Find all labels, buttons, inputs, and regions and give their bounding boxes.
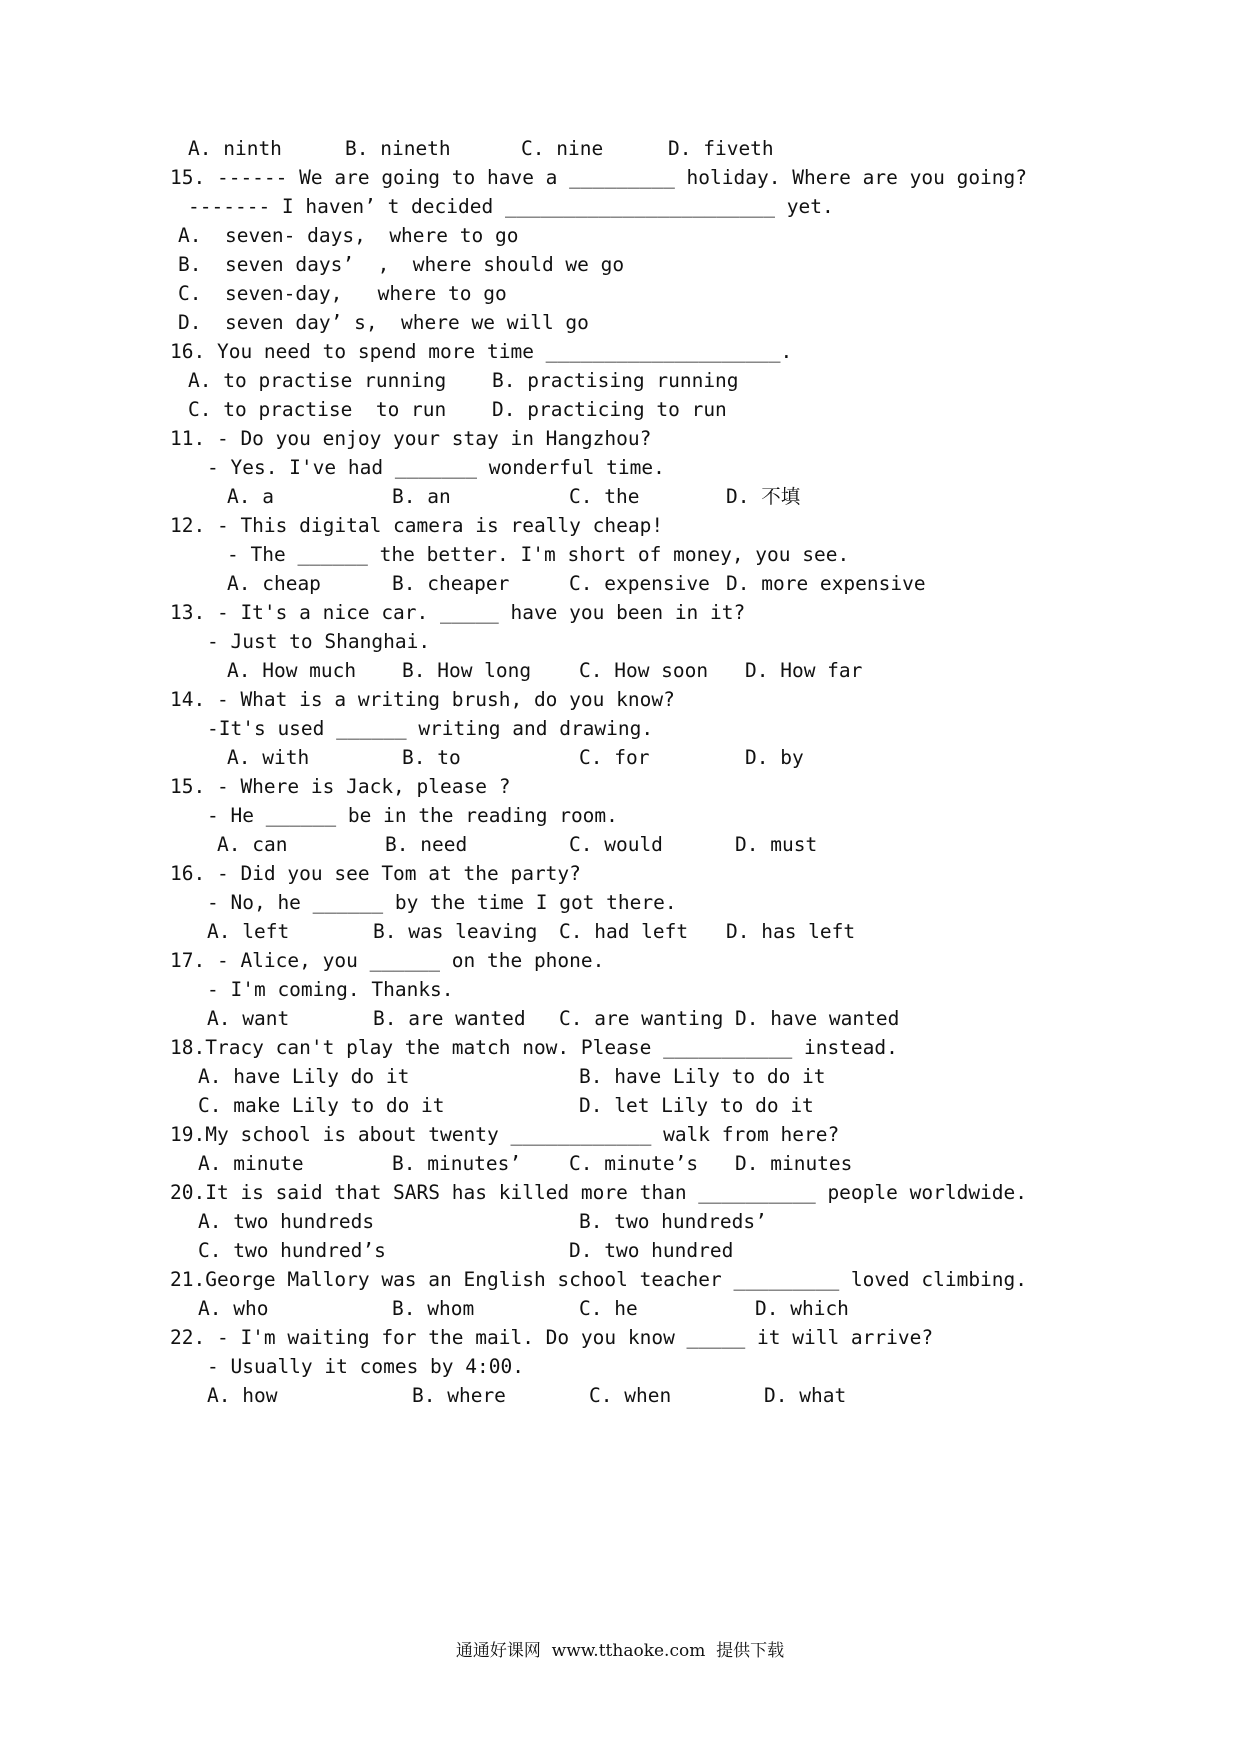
answer-option: C. make Lily to do it (198, 1094, 445, 1117)
answer-option: B. are wanted (373, 1007, 526, 1030)
answer-option: C. How soon (579, 659, 709, 682)
answer-option: B. minutes’ (392, 1152, 522, 1175)
answer-option: A. how (207, 1384, 278, 1407)
answer-option: D. more expensive (726, 572, 926, 595)
answer-option: B. have Lily to do it (579, 1065, 826, 1088)
answer-option: D. have wanted (735, 1007, 900, 1030)
answer-option: A. cheap (227, 572, 321, 595)
question-text: - No, he ______ by the time I got there. (207, 891, 677, 914)
question-text: 22. - I'm waiting for the mail. Do you know _____ it will arrive? (170, 1326, 934, 1349)
answer-option: B. cheaper (392, 572, 510, 595)
answer-option: A. minute (198, 1152, 304, 1175)
answer-option: C. nine (521, 137, 604, 160)
answer-option: D. let Lily to do it (579, 1094, 814, 1117)
question-text: 17. - Alice, you ______ on the phone. (170, 949, 605, 972)
question-text: C. seven-day, where to go (178, 282, 507, 305)
question-text: - Just to Shanghai. (207, 630, 431, 653)
answer-option: B. two hundreds’ (579, 1210, 767, 1233)
question-text: -It's used ______ writing and drawing. (207, 717, 654, 740)
answer-option: C. he (579, 1297, 638, 1320)
answer-option: C. had left (559, 920, 689, 943)
answer-option: B. whom (392, 1297, 475, 1320)
answer-option: A. left (207, 920, 290, 943)
question-text: - Yes. I've had _______ wonderful time. (207, 456, 665, 479)
answer-option: B. need (385, 833, 468, 856)
question-text: B. seven days’ , where should we go (178, 253, 625, 276)
answer-option: B. practising running (492, 369, 739, 392)
question-text: - The ______ the better. I'm short of money, you see. (227, 543, 850, 566)
question-text: 13. - It's a nice car. _____ have you been in it? (170, 601, 746, 624)
question-text: 15. ------ We are going to have a _________ holiday. Where are you going? (170, 166, 1028, 189)
page-footer: 通通好课网 www.tthaoke.com 提供下载 (455, 1641, 785, 1661)
answer-option: C. would (569, 833, 663, 856)
answer-option: C. two hundred’s (198, 1239, 386, 1262)
answer-option: A. want (207, 1007, 290, 1030)
answer-option: A. a (227, 485, 274, 508)
answer-option: D. which (755, 1297, 849, 1320)
answer-option: B. How long (402, 659, 532, 682)
question-text: 16. You need to spend more time ____________________. (170, 340, 793, 363)
answer-option: B. to (402, 746, 461, 769)
answer-option: D. How far (745, 659, 863, 682)
answer-option: A. ninth (188, 137, 282, 160)
answer-option: D. practicing to run (492, 398, 727, 421)
answer-option: B. an (392, 485, 451, 508)
question-text: A. seven- days, where to go (178, 224, 519, 247)
answer-option: C. expensive (569, 572, 710, 595)
answer-option: C. to practise to run (188, 398, 447, 421)
answer-option: D. fiveth (668, 137, 774, 160)
answer-option: A. How much (227, 659, 357, 682)
answer-option: D. minutes (735, 1152, 853, 1175)
question-text: 18.Tracy can't play the match now. Please ___________ instead. (170, 1036, 898, 1059)
answer-option: C. the (569, 485, 640, 508)
question-text: ------- I haven’ t decided _______________________ yet. (188, 195, 834, 218)
question-text: 19.My school is about twenty ____________ walk from here? (170, 1123, 840, 1146)
question-text: 11. - Do you enjoy your stay in Hangzhou? (170, 427, 652, 450)
answer-option: B. nineth (345, 137, 451, 160)
question-text: 14. - What is a writing brush, do you know? (170, 688, 675, 711)
question-text: - He ______ be in the reading room. (207, 804, 618, 827)
question-text: 12. - This digital camera is really cheap! (170, 514, 664, 537)
question-text: 16. - Did you see Tom at the party? (170, 862, 581, 885)
answer-option: A. have Lily do it (198, 1065, 410, 1088)
question-text: - Usually it comes by 4:00. (207, 1355, 524, 1378)
answer-option: D. must (735, 833, 818, 856)
answer-option: A. can (217, 833, 288, 856)
question-text: 20.It is said that SARS has killed more than __________ people worldwide. (170, 1181, 1028, 1204)
answer-option: D. what (764, 1384, 847, 1407)
answer-option: A. who (198, 1297, 269, 1320)
answer-option: D. two hundred (569, 1239, 734, 1262)
answer-option: D. has left (726, 920, 856, 943)
question-text: D. seven day’ s, where we will go (178, 311, 589, 334)
answer-option: C. minute’s (569, 1152, 699, 1175)
answer-option: D. 不填 (726, 485, 801, 508)
answer-option: C. for (579, 746, 650, 769)
question-text: 15. - Where is Jack, please ? (170, 775, 511, 798)
answer-option: D. by (745, 746, 804, 769)
answer-option: C. are wanting (559, 1007, 724, 1030)
answer-option: B. where (412, 1384, 506, 1407)
answer-option: B. was leaving (373, 920, 538, 943)
answer-option: A. with (227, 746, 310, 769)
question-text: - I'm coming. Thanks. (207, 978, 454, 1001)
answer-option: A. two hundreds (198, 1210, 375, 1233)
question-text: 21.George Mallory was an English school teacher _________ loved climbing. (170, 1268, 1028, 1291)
answer-option: C. when (589, 1384, 672, 1407)
answer-option: A. to practise running (188, 369, 447, 392)
